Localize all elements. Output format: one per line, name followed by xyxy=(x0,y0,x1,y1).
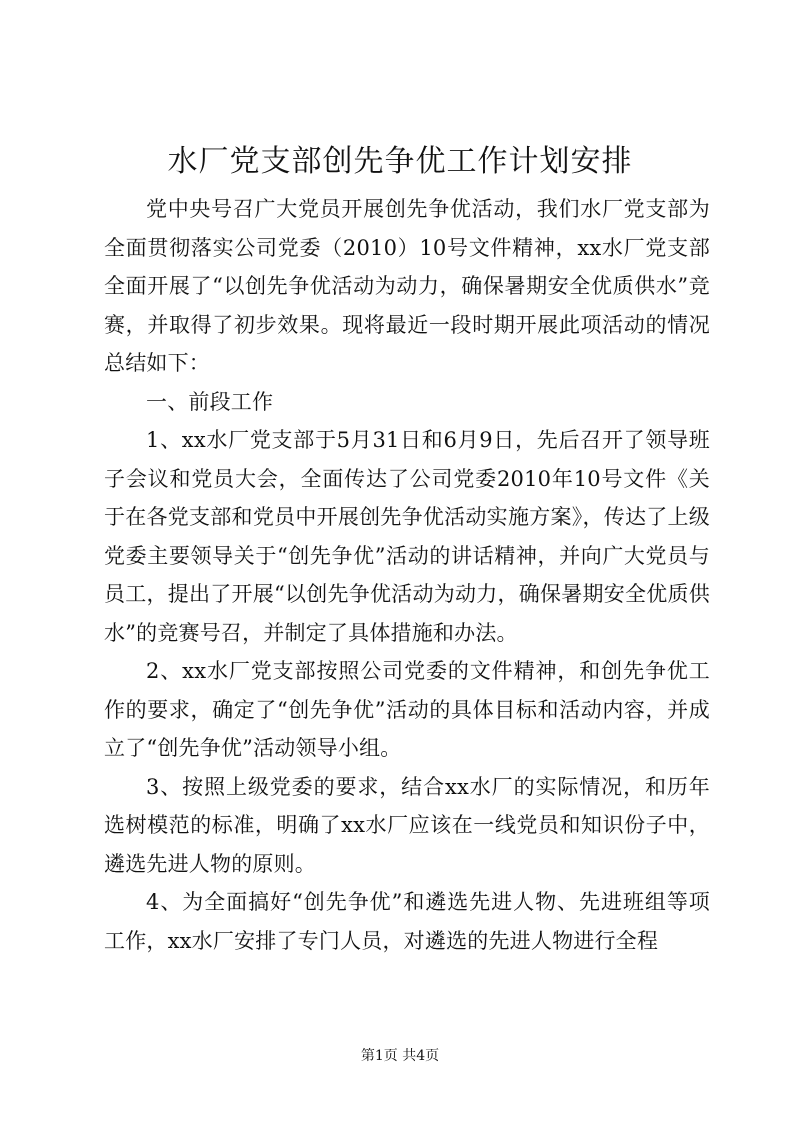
section-heading-previous-work: 一、前段工作 xyxy=(146,389,274,414)
paragraph-intro: 党中央号召广大党员开展创先争优活动，我们水厂党支部为全面贯彻落实公司党委（2010）10号文件精神，xx水厂党支部全面开展了“以创先争优活动为动力，确保暑期安全优质供水”竞赛，并取得了初步效果。现将最近一段时期开展此项活动的情况总结如下： xyxy=(104,197,710,375)
page-number-footer: 第1页 共4页 xyxy=(360,1048,440,1064)
paragraph-item-4: 4、为全面搞好“创先争优”和遴选先进人物、先进班组等项工作，xx水厂安排了专门人员，对遴选的先进人物进行全程 xyxy=(104,890,710,953)
paragraph-item-3: 3、按照上级党委的要求，结合xx水厂的实际情况，和历年选树模范的标准，明确了xx水厂应该在一线党员和知识份子中，遴选先进人物的原则。 xyxy=(104,774,710,876)
paragraph-item-2: 2、xx水厂党支部按照公司党委的文件精神，和创先争优工作的要求，确定了“创先争优”活动的具体目标和活动内容，并成立了“创先争优”活动领导小组。 xyxy=(104,659,710,760)
document-title: 水厂党支部创先争优工作计划安排 xyxy=(167,144,633,179)
paragraph-item-1: 1、xx水厂党支部于5月31日和6月9日，先后召开了领导班子会议和党员大会，全面传达了公司党委2010年10号文件《关于在各党支部和党员中开展创先争优活动实施方案》，传达了上级党委主要领导关于“创先争优”活动的讲话精神，并向广大党员与员工，提出了开展“以创先争优活动为动力，确保暑期安全优质供水”的竞赛号召，并制定了具体措施和办法。 xyxy=(104,428,710,645)
document-body xyxy=(104,190,710,960)
